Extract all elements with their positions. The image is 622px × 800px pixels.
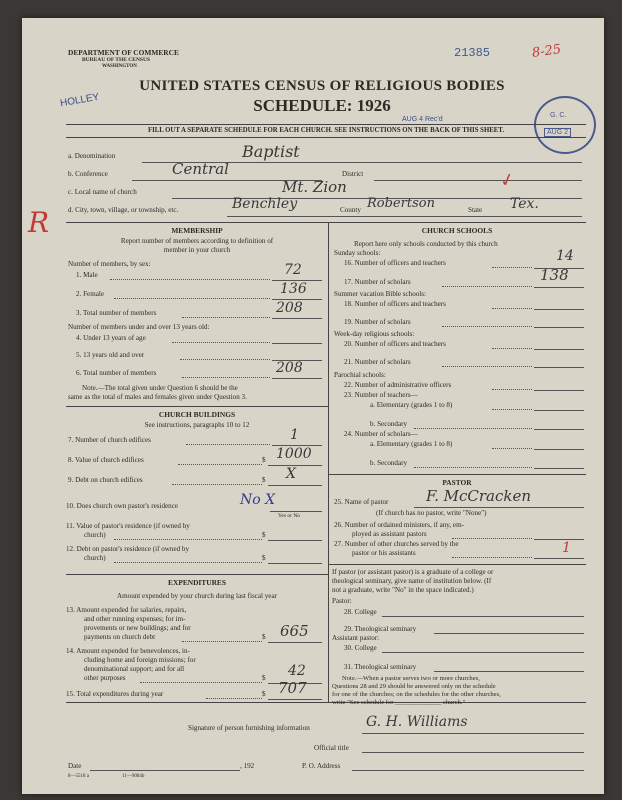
membership-note2: same as the total of males and females given under Question 3. (68, 393, 247, 401)
church-name-label: c. Local name of church (68, 188, 137, 196)
q14-label-3: denominational support; and for all (84, 665, 185, 673)
form-number: 21385 (454, 46, 491, 60)
q24b-label: b. Secondary (370, 459, 408, 467)
r-mark: R (28, 206, 50, 239)
q2-value: 136 (280, 281, 307, 297)
q3-label: 3. Total number of members (76, 309, 157, 317)
membership-title: MEMBERSHIP (171, 226, 223, 235)
q7-value: 1 (290, 427, 299, 443)
q2-label: 2. Female (76, 290, 104, 298)
form-title: UNITED STATES CENSUS OF RELIGIOUS BODIES (139, 78, 505, 94)
q26-label-2: ployed as assistant pastors (352, 530, 427, 538)
q29-label: 29. Theological seminary (344, 625, 417, 633)
church-name-value: Mt. Zion (282, 178, 347, 196)
membership-note1: Note.—The total given under Question 6 should be the (82, 384, 238, 392)
q11-label-2: church) (84, 531, 106, 539)
state-label: State (468, 206, 483, 214)
city-value: Benchley (232, 196, 298, 212)
q21-label: 21. Number of scholars (344, 358, 411, 366)
q4-label: 4. Under 13 years of age (76, 334, 146, 342)
q27-label-1: 27. Number of other churches served by the (334, 540, 459, 548)
q17-value: 138 (540, 266, 569, 284)
q10-label: 10. Does church own pastor's residence (66, 502, 178, 510)
corner-mark: 8-25 (531, 42, 563, 61)
q11-dollar: $ (262, 531, 266, 539)
official-title-label: Official title (314, 744, 349, 752)
q27-value: 1 (562, 540, 571, 556)
buildings-title: CHURCH BUILDINGS (158, 410, 236, 419)
denomination-label: a. Denomination (68, 152, 116, 160)
q26-label-1: 26. Number of ordained ministers, if any, em- (334, 521, 464, 529)
q13-dollar: $ (262, 633, 266, 641)
q15-value: 707 (278, 679, 307, 697)
q14-label-2: cluding home and foreign missions; for (84, 656, 196, 664)
city-name: WASHINGTON (102, 64, 137, 69)
print-code-2: 11—9084b (122, 774, 145, 779)
members-by-sex-label: Number of members, by sex: (68, 260, 151, 268)
pastor-note-3: for one of the churches; on the schedules for the other churches, (332, 691, 501, 698)
q13-label-1: 13. Amount expended for salaries, repairs, (66, 606, 187, 614)
q13-label-4: payments on church debt (84, 633, 156, 641)
department-name: DEPARTMENT OF COMMERCE (68, 48, 179, 57)
schools-title: CHURCH SCHOOLS (421, 226, 493, 235)
office-stamp-text: G. C. (550, 112, 567, 119)
year-label: , 192 (240, 762, 255, 770)
q15-dollar: $ (262, 690, 266, 698)
q15-label: 15. Total expenditures during year (66, 690, 164, 698)
schedule-title: SCHEDULE: 1926 (253, 96, 391, 115)
county-label: County (340, 206, 361, 214)
received-stamp: AUG 4 Rec'd (402, 116, 443, 123)
q31-label: 31. Theological seminary (344, 663, 417, 671)
denomination-value: Baptist (242, 142, 300, 161)
summer-heading: Summer vacation Bible schools: (334, 290, 427, 298)
schools-sub: Report here only schools conducted by this church (354, 240, 498, 248)
q8-dollar: $ (262, 456, 266, 464)
weekday-heading: Week-day religious schools: (334, 330, 415, 338)
q24a-label: a. Elementary (grades 1 to 8) (370, 440, 453, 448)
bureau-name: BUREAU OF THE CENSUS (82, 57, 151, 63)
q9-value: X (286, 466, 296, 482)
q24-label: 24. Number of scholars— (344, 430, 418, 438)
q11-label-1: 11. Value of pastor's residence (if owned by (66, 522, 190, 530)
membership-sub1: Report number of members according to definition of (120, 237, 274, 245)
pastor-note-1: Note.—When a pastor serves two or more churches, (342, 675, 480, 682)
q25-value: F. McCracken (426, 487, 531, 505)
q23-label: 23. Number of teachers— (344, 391, 418, 399)
q17-label: 17. Number of scholars (344, 278, 411, 286)
q23b-label: b. Secondary (370, 420, 408, 428)
expenditures-sub: Amount expended by your church during last fiscal year (117, 592, 277, 600)
q30-label: 30. College (344, 644, 377, 652)
pastor-title: PASTOR (442, 478, 472, 487)
q14-label-1: 14. Amount expended for benevolences, in- (66, 647, 190, 655)
q8-value: 1000 (276, 446, 312, 462)
q14-dollar: $ (262, 674, 266, 682)
q12-dollar: $ (262, 554, 266, 562)
county-value: Robertson (367, 196, 435, 211)
q25-note: (If church has no pastor, write "None") (376, 509, 487, 517)
conference-value: Central (172, 160, 229, 178)
signature-value: G. H. Williams (366, 714, 468, 730)
po-address-label: P. O. Address (302, 762, 341, 770)
q28-label: 28. College (344, 608, 377, 616)
pastor-sublabel: Pastor: (332, 597, 352, 605)
pastor-note-4: write "See schedule for ______________ church." (332, 699, 466, 706)
q9-dollar: $ (262, 476, 266, 484)
census-schedule-page (22, 18, 604, 794)
q13-value: 665 (280, 622, 309, 640)
date-label: Date (68, 762, 82, 770)
q10-value: No X (240, 492, 276, 508)
q13-label-2: and other running expenses; for im- (84, 615, 186, 623)
q1-label: 1. Male (76, 271, 98, 279)
district-label: District (342, 170, 364, 178)
assistant-sublabel: Assistant pastor: (332, 634, 380, 642)
q12-label-2: church) (84, 554, 106, 562)
q12-label-1: 12. Debt on pastor's residence (if owned by (66, 545, 190, 553)
q3-value: 208 (276, 300, 303, 316)
age-heading: Number of members under and over 13 years old: (68, 323, 210, 331)
q19-label: 19. Number of scholars (344, 318, 411, 326)
signature-label: Signature of person furnishing information (188, 724, 310, 732)
buildings-sub: See instructions, paragraphs 10 to 12 (144, 421, 250, 429)
grad-instruction-2: theological seminary, give name of institution below. (If (332, 577, 492, 585)
check-mark-icon: ✓ (497, 168, 518, 192)
membership-sub2: member in your church (163, 246, 231, 254)
q14-label-4: other purposes (84, 674, 126, 682)
city-label: d. City, town, village, or township, etc. (68, 206, 179, 214)
office-stamp (534, 96, 596, 154)
q9-label: 9. Debt on church edifices (68, 476, 143, 484)
office-stamp-date: AUG 2 (544, 128, 571, 137)
q23a-label: a. Elementary (grades 1 to 8) (370, 401, 453, 409)
parochial-heading: Parochial schools: (334, 371, 386, 379)
instruction-line: FILL OUT A SEPARATE SCHEDULE FOR EACH CHURCH. SEE INSTRUCTIONS ON THE BACK OF THIS SHEET. (147, 127, 505, 134)
q1-value: 72 (284, 262, 302, 278)
grad-instruction-3: not a graduate, write "No" in the space indicated.) (332, 586, 474, 594)
yes-no-hint: Yes or No (278, 513, 301, 519)
q25-label: 25. Name of pastor (334, 498, 389, 506)
print-code-1: 8—5518 a (68, 774, 89, 779)
q20-label: 20. Number of officers and teachers (344, 340, 446, 348)
q5-label: 5. 13 years old and over (76, 351, 145, 359)
expenditures-title: EXPENDITURES (168, 578, 226, 587)
q16-value: 14 (556, 248, 574, 264)
q18-label: 18. Number of officers and teachers (344, 300, 446, 308)
q22-label: 22. Number of administrative officers (344, 381, 452, 389)
q27-label-2: pastor or his assistants (352, 549, 416, 557)
q8-label: 8. Value of church edifices (68, 456, 144, 464)
sunday-heading: Sunday schools: (334, 249, 381, 257)
conference-label: b. Conference (68, 170, 108, 178)
pastor-note-2: Questions 28 and 29 should be answered only on the schedule (332, 683, 496, 690)
holley-stamp: HOLLEY (59, 91, 101, 110)
q6-value: 208 (276, 360, 303, 376)
q14-value: 42 (288, 663, 306, 679)
q7-label: 7. Number of church edifices (68, 436, 151, 444)
q6-label: 6. Total number of members (76, 369, 157, 377)
q16-label: 16. Number of officers and teachers (344, 259, 446, 267)
q13-label-3: provements or new buildings; and for (84, 624, 191, 632)
state-value: Tex. (510, 196, 539, 212)
grad-instruction-1: If pastor (or assistant pastor) is a graduate of a college or (332, 568, 494, 576)
